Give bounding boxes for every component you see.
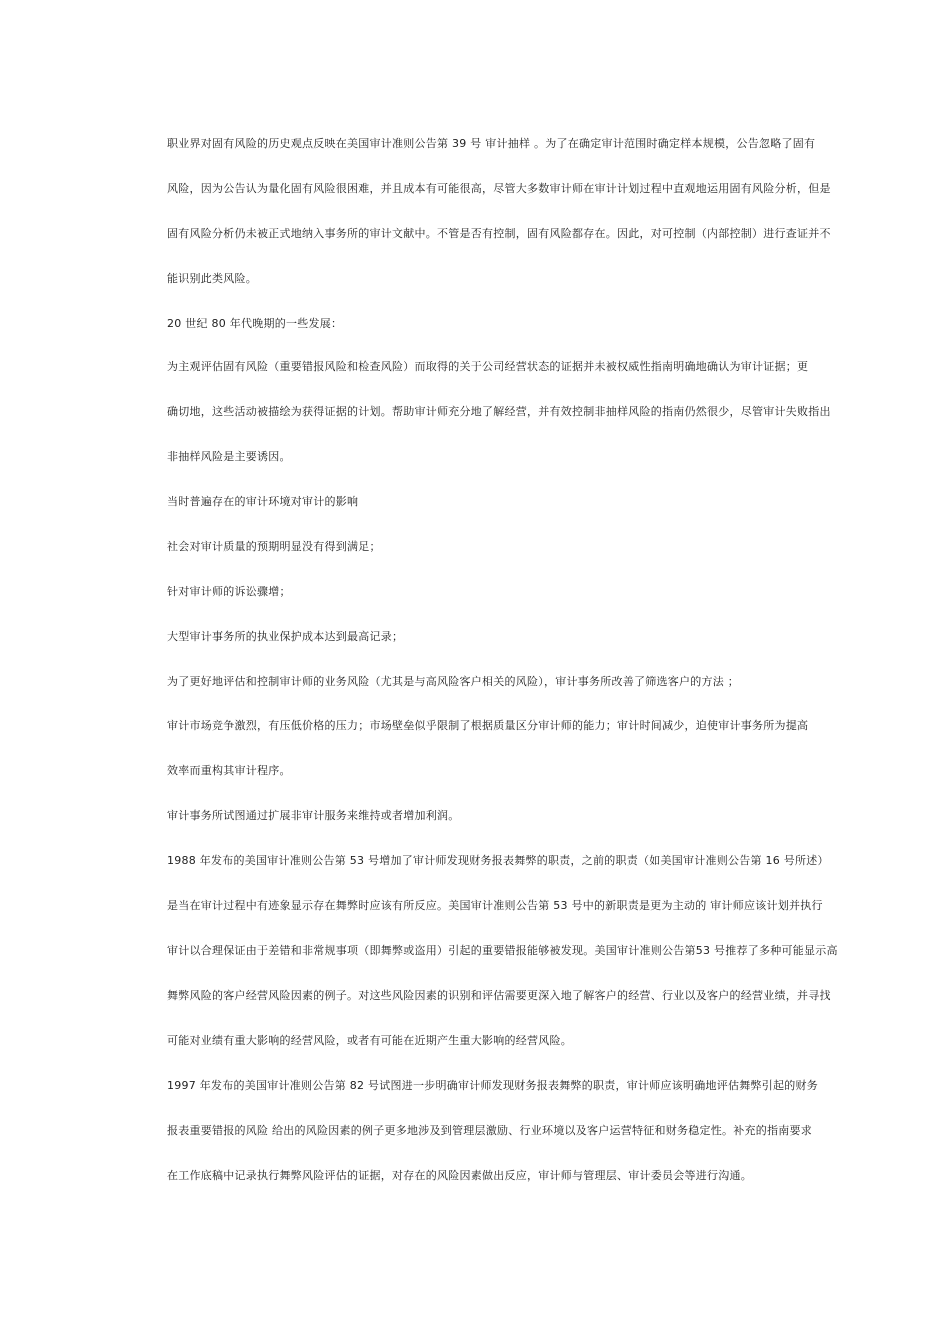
text-line: 在工作底稿中记录执行舞弊风险评估的证据，对存在的风险因素做出反应，审计师与管理层、审计委员会等进行沟通。 bbox=[167, 1169, 752, 1182]
text-line: 社会对审计质量的预期明显没有得到满足； bbox=[167, 540, 381, 553]
text-line: 固有风险分析仍未被正式地纳入事务所的审计文献中。不管是否有控制，固有风险都存在。因此，对可控制（内部控制）进行查证并不 bbox=[167, 227, 831, 240]
text-line: 当时普遍存在的审计环境对审计的影响 bbox=[167, 495, 359, 508]
text-line: 确切地，这些活动被描绘为获得证据的计划。帮助审计师充分地了解经营，并有效控制非抽样风险的指南仍然很少，尽管审计失败指出 bbox=[167, 405, 831, 418]
paragraph-1980s-heading bbox=[145, 301, 813, 346]
text-line: 报表重要错报的风险 给出的风险因素的例子更多地涉及到管理层激励、行业环境以及客户运营特征和财务稳定性。补充的指南要求 bbox=[167, 1124, 812, 1137]
text-line: 风险，因为公告认为量化固有风险很困难，并且成本有可能很高，尽管大多数审计师在审计计划过程中直观地运用固有风险分析，但是 bbox=[167, 182, 831, 195]
text-line: 20 世纪 80 年代晚期的一些发展： bbox=[167, 317, 343, 330]
text-line: 非抽样风险是主要诱因。 bbox=[167, 450, 291, 463]
text-line: 职业界对固有风险的历史观点反映在美国审计准则公告第 39 号 审计抽样 。为了在确定审计范围时确定样本规模，公告忽略了固有 bbox=[167, 137, 816, 150]
text-line: 为了更好地评估和控制审计师的业务风险（尤其是与高风险客户相关的风险），审计事务所改善了筛选客户的方法 ； bbox=[167, 675, 739, 688]
paragraph-sas-82 bbox=[145, 1063, 818, 1198]
paragraph-market-competition bbox=[145, 703, 813, 793]
paragraph-subjective-assessment bbox=[145, 344, 831, 479]
text-line: 为主观评估固有风险（重要错报风险和检查风险）而取得的关于公司经营状态的证据并未被权威性指南明确地确认为审计证据；更 bbox=[167, 360, 809, 373]
text-line: 审计事务所试图通过扩展非审计服务来维持或者增加利润。 bbox=[167, 809, 460, 822]
paragraph-audit-environment bbox=[145, 479, 813, 524]
paragraph-client-screening bbox=[145, 659, 813, 704]
text-line: 审计以合理保证由于差错和非常规事项（即舞弊或盗用）引起的重要错报能够被发现。美国审计准则公告第53 号推荐了多种可能显示高 bbox=[167, 944, 838, 957]
paragraph-social-expectation bbox=[145, 524, 813, 569]
text-line: 能识别此类风险。 bbox=[167, 272, 257, 285]
text-line: 可能对业绩有重大影响的经营风险，或者有可能在近期产生重大影响的经营风险。 bbox=[167, 1034, 572, 1047]
text-line: 针对审计师的诉讼骤增； bbox=[167, 585, 291, 598]
text-line: 1997 年发布的美国审计准则公告第 82 号试图进一步明确审计师发现财务报表舞弊的职责，审计师应该明确地评估舞弊引起的财务 bbox=[167, 1079, 818, 1092]
paragraph-litigation bbox=[145, 569, 813, 614]
paragraph-sas-53 bbox=[145, 838, 838, 1063]
text-line: 大型审计事务所的执业保护成本达到最高记录； bbox=[167, 630, 404, 643]
paragraph-inherent-risk bbox=[145, 121, 831, 301]
paragraph-protection-cost bbox=[145, 614, 813, 659]
text-line: 是当在审计过程中有迹象显示存在舞弊时应该有所反应。美国审计准则公告第 53 号中的新职责是更为主动的 审计师应该计划并执行 bbox=[167, 899, 823, 912]
text-line: 审计市场竞争激烈，有压低价格的压力；市场壁垒似乎限制了根据质量区分审计师的能力；审计时间减少，迫使审计事务所为提高 bbox=[167, 719, 809, 732]
paragraph-non-audit-services bbox=[145, 793, 813, 838]
text-line: 舞弊风险的客户经营风险因素的例子。对这些风险因素的识别和评估需要更深入地了解客户的经营、行业以及客户的经营业绩，并寻找 bbox=[167, 989, 831, 1002]
text-line: 1988 年发布的美国审计准则公告第 53 号增加了审计师发现财务报表舞弊的职责，之前的职责（如美国审计准则公告第 16 号所述） bbox=[167, 854, 829, 867]
text-line: 效率而重构其审计程序。 bbox=[167, 764, 291, 777]
